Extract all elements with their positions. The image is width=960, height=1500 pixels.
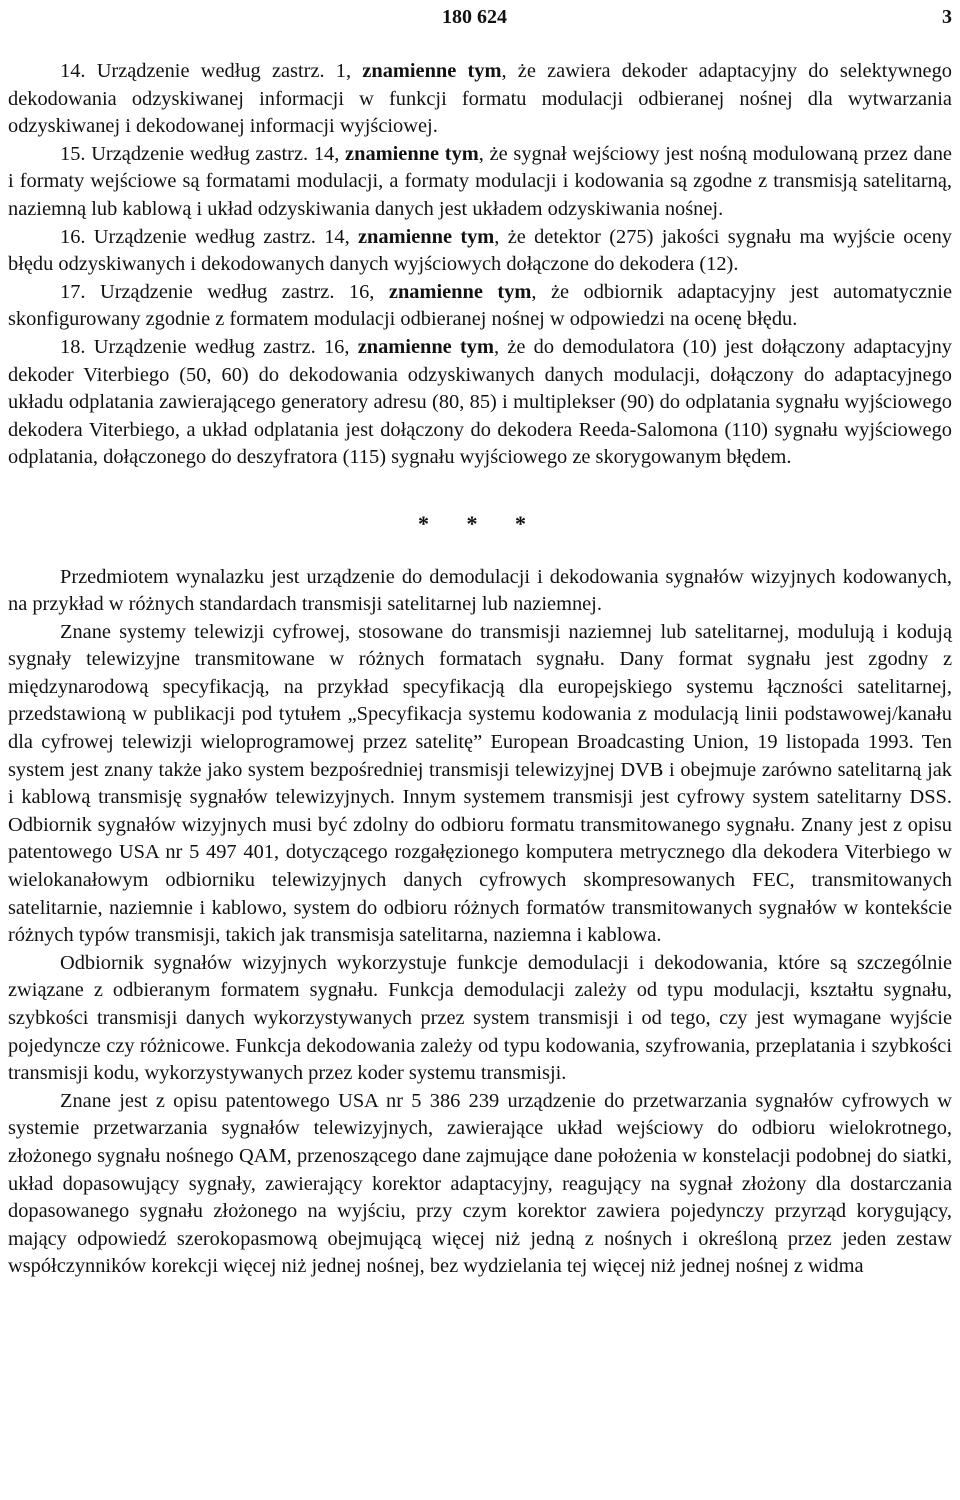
page-header (0, 6, 960, 30)
claim-16: 16. Urządzenie według zastrz. 14, znamienne tym, że detektor (275) jakości sygnału ma wyjście oceny błędu odzyskiwanych i dekodowanych danych wyjściowych dołączone do dekodera (12). (8, 225, 952, 276)
claim-keyword: znamienne tym (345, 142, 479, 165)
claim-17: 17. Urządzenie według zastrz. 16, znamienne tym, że odbiornik adaptacyjny jest automatycznie skonfigurowany zgodnie z formatem modulacji odbieranej nośnej w odpowiedzi na ocenę błędu. (8, 280, 952, 331)
claim-keyword: znamienne tym (358, 225, 495, 248)
claim-keyword: znamienne tym (388, 280, 532, 303)
description-paragraph: Odbiornik sygnałów wizyjnych wykorzystuje funkcje demodulacji i dekodowania, które są szczególnie związane z odbieranym formatem sygnału. Funkcja demodulacji zależy od typu modulacji, kształtu sygnału, szybkości transmisji danych wykorzystywanych przez system transmisji i od tego, czy jest wymagane wyjście pojedyncze czy różnicowe. Funkcja dekodowania zależy od typu kodowania, szyfrowania, przeplatania i szybkości transmisji kodu, wykorzystywanych przez koder systemu transmisji. (8, 951, 952, 1085)
claim-14: 14. Urządzenie według zastrz. 1, znamienne tym, że zawiera dekoder adaptacyjny do selektywnego dekodowania odzyskiwanej informacji w funkcji formatu modulacji odbieranej nośnej dla wytwarzania odzyskiwanej i dekodowanej informacji wyjściowej. (8, 60, 952, 138)
section-separator: * * * (418, 510, 542, 536)
page-content (8, 58, 952, 1281)
page-number: 3 (942, 6, 952, 28)
description-paragraph: Znane systemy telewizji cyfrowej, stosowane do transmisji naziemnej lub satelitarnej, modulują i kodują sygnały telewizyjne transmitowane w różnych formatach sygnału. Dany format sygnału jest zgodny z międzynarodową specyfikacją, na przykład specyfikacją dla europejskiego systemu łączności satelitarnej, przedstawioną w publikacji pod tytułem „Specyfikacja systemu kodowania z modulacją linii podstawowej/kanału dla cyfrowej telewizji wieloprogramowej przez satelitę” European Broadcasting Union, 19 listopada 1993. Ten system jest znany także jako system bezpośredniej transmisji telewizyjnej DVB i obejmuje zarówno satelitarną jak i kablową transmisję sygnałów telewizyjnych. Innym systemem transmisji jest cyfrowy system satelitarny DSS. Odbiornik sygnałów wizyjnych musi być zdolny do odbioru formatu transmitowanego sygnału. Znany jest z opisu patentowego USA nr 5 497 401, dotyczącego rozgałęzionego komputera metrycznego dla dekodera Viterbiego w wielokanałowym odbiorniku telewizyjnych danych cyfrowych skompresowanych FEC, transmitowanych satelitarnie, naziemnie i kablowo, system do odbioru różnych formatów transmitowanych sygnałów w kontekście różnych typów transmisji, takich jak transmisja satelitarna, naziemna i kablowa. (8, 620, 952, 947)
claim-keyword: znamienne tym (362, 60, 502, 82)
claim-15: 15. Urządzenie według zastrz. 14, znamienne tym, że sygnał wejściowy jest nośną modulowaną przez dane i formaty wejściowe są formatami modulacji, a formaty modulacji i kodowania są zgodne z transmisją satelitarną, naziemną lub kablową i układ odzyskiwania danych jest układem odzyskiwania nośnej. (8, 142, 952, 220)
claim-keyword: znamienne tym (357, 335, 494, 358)
claim-18: 18. Urządzenie według zastrz. 16, znamienne tym, że do demodulatora (10) jest dołączony adaptacyjny dekoder Viterbiego (50, 60) do dekodowania odzyskiwanych danych modulacji, dołączony do adaptacyjnego układu odplatania zawierającego generatory adresu (80, 85) i multiplekser (90) do odplatania sygnału wyjściowego dekodera Viterbiego, a układ odplatania jest dołączony do dekodera Reeda-Salomona (110) sygnału wyjściowego odplatania, dołączonego do deszyfratora (115) sygnału wyjściowego ze skorygowanym błędem. (8, 335, 952, 469)
document-number: 180 624 (442, 6, 507, 28)
description-paragraph: Przedmiotem wynalazku jest urządzenie do demodulacji i dekodowania sygnałów wizyjnych kodowanych, na przykład w różnych standardach transmisji satelitarnej lub naziemnej. (8, 565, 952, 616)
description-paragraph: Znane jest z opisu patentowego USA nr 5 386 239 urządzenie do przetwarzania sygnałów cyfrowych w systemie przetwarzania sygnałów telewizyjnych, zawierające układ wejściowy do odbioru wielokrotnego, złożonego sygnału nośnego QAM, przenoszącego dane zajmujące dane położenia w konstelacji podobnej do siatki, układ dopasowujący sygnały, zawierający korektor adaptacyjny, reagujący na sygnał złożony dla dostarczania dopasowanego sygnału złożonego na wyjściu, przy czym korektor zawiera pojedynczy przyrząd korygujący, mający odpowiedź szerokopasmową obejmującą więcej niż jedną z nośnych i określoną przez jeden zestaw współczynników korekcji więcej niż jednej nośnej, bez wydzielania tej więcej niż jednej nośnej z widma (8, 1089, 952, 1278)
